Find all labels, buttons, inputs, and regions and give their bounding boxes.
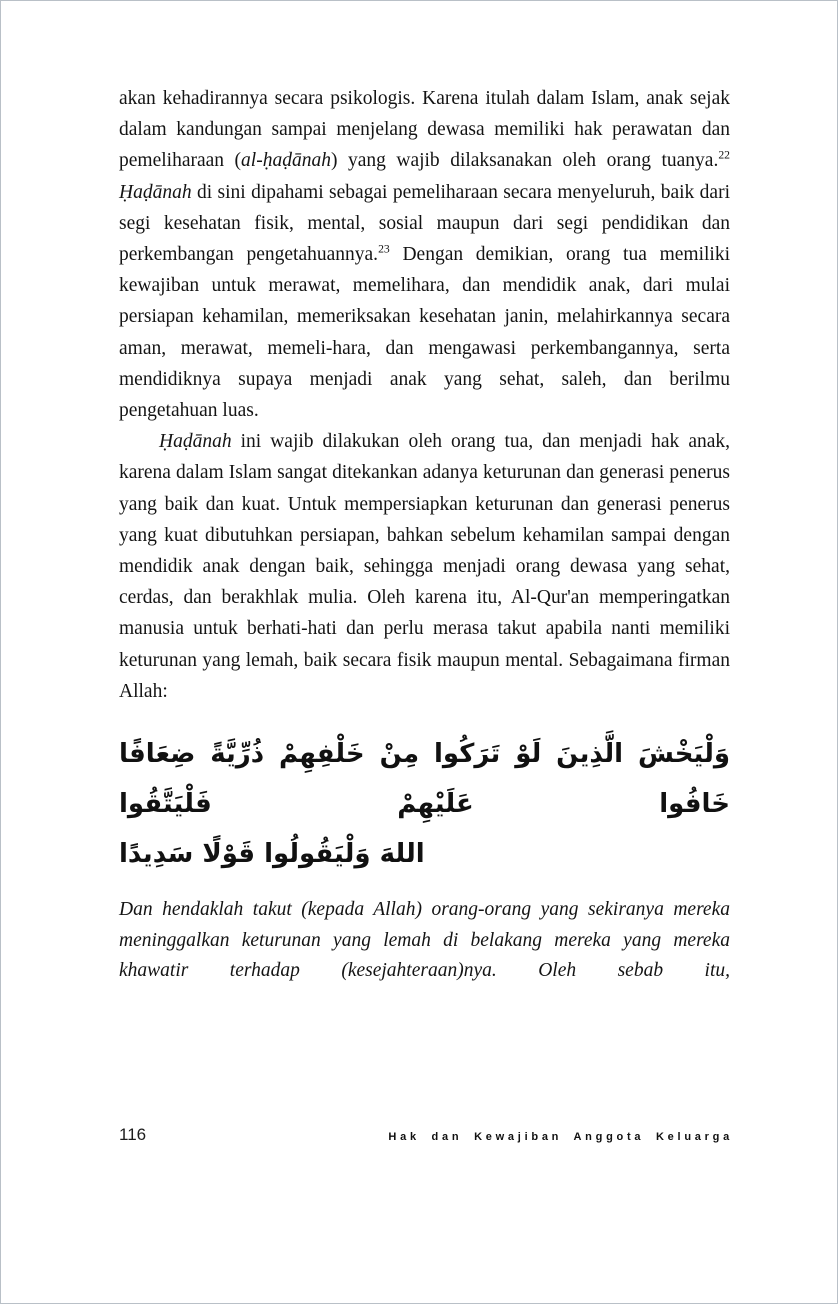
text-segment: ini wajib dilakukan oleh orang tua, dan menjadi hak anak, karena dalam Islam sangat ditekankan adanya keturunan dan generasi penerus yang baik dan kuat. Untuk mempersiapkan keturunan dan generasi penerus yang kuat dibutuhkan persiapan, bahkan sebelum kehamilan sampai dengan mendidik anak dengan baik, sehingga menjadi orang dewasa yang sehat, cerdas, dan berakhlak mulia. Oleh karena itu, Al-Qur'an memperingatkan manusia untuk berhati-hati dan perlu merasa takut apabila nanti memiliki keturunan yang lemah, baik secara fisik maupun mental. Sebagaimana firman Allah: bbox=[119, 431, 730, 702]
text-segment: akan kehadirannya secara psikologis. Karena itulah dalam Islam, anak sejak dalam kandungan sampai menjelang dewasa memiliki hak perawatan dan pemeliharaan ( bbox=[119, 88, 730, 172]
paragraph bbox=[119, 426, 730, 707]
quran-verse-line-1: وَلْيَخْشَ الَّذِينَ لَوْ تَرَكُوا مِنْ خَلْفِهِمْ ذُرِّيَّةً ضِعَافًا خَافُوا عَلَيْهِمْ فَلْيَتَّقُوا bbox=[119, 739, 730, 820]
text-segment: di sini dipahami sebagai pemeliharaan secara menyeluruh, baik dari segi kesehatan fisik, mental, sosial maupun dari segi pendidikan dan perkembangan pengetahuannya. bbox=[119, 181, 730, 266]
page-content bbox=[119, 83, 730, 987]
text-segment: ) yang wajib dilaksanakan oleh orang tuanya. bbox=[330, 150, 719, 172]
verse-translation: Dan hendaklah takut (kepada Allah) orang-orang yang sekiranya mereka meninggalkan keturunan yang lemah di belakang mereka yang mereka khawatir terhadap (kesejahteraan)nya. Oleh sebab itu, bbox=[119, 899, 730, 982]
text-segment: al-ḥaḍānah bbox=[241, 150, 331, 172]
paragraph bbox=[119, 83, 730, 426]
running-title: Hak dan Kewajiban Anggota Keluarga bbox=[388, 1131, 733, 1143]
quran-verse-line-2: اللهَ وَلْيَقُولُوا قَوْلًا سَدِيدًا bbox=[119, 839, 425, 870]
page-footer bbox=[119, 1125, 733, 1145]
footnote-marker: 23 bbox=[378, 242, 390, 256]
footnote-marker: 22 bbox=[718, 148, 731, 162]
text-segment: Ḥaḍānah bbox=[159, 431, 232, 453]
quran-verse bbox=[119, 729, 730, 879]
body-paragraphs bbox=[119, 83, 730, 707]
text-segment: Dengan demikian, orang tua memiliki kewajiban untuk merawat, memelihara, dan mendidik anak, dari mulai persiapan kehamilan, memeriksakan kesehatan janin, melahirkannya secara aman, merawat, memeli-hara, dan mengawasi perkembangannya, serta mendidiknya supaya menjadi anak yang sehat, saleh, dan berilmu pengetahuan luas. bbox=[119, 244, 730, 422]
text-segment: Ḥaḍānah bbox=[119, 181, 192, 203]
page-number: 116 bbox=[119, 1125, 147, 1144]
